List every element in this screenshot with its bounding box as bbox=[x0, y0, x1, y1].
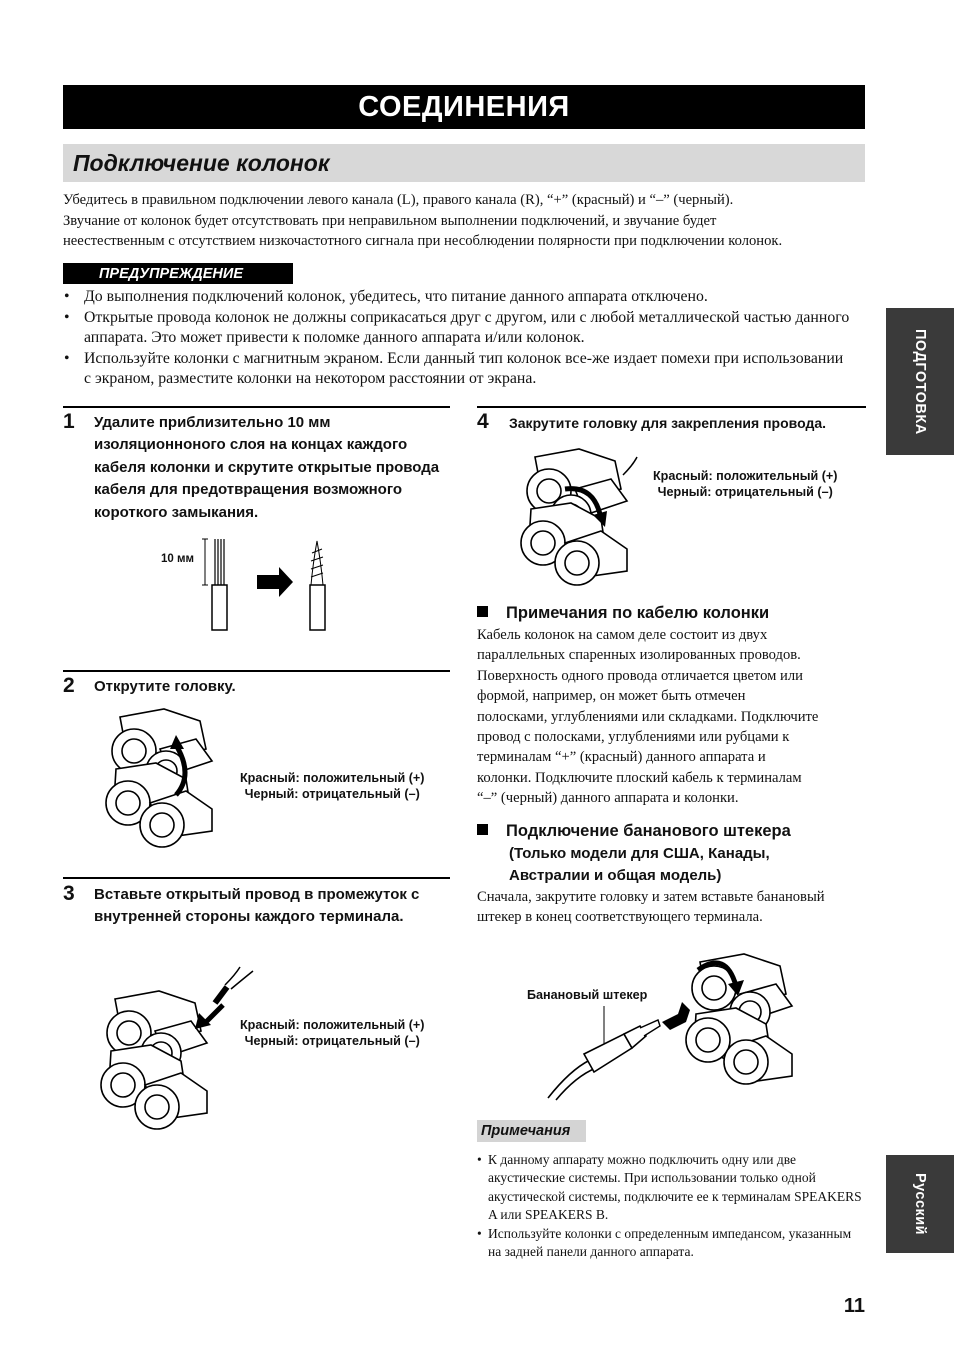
section-title: Подключение колонок bbox=[63, 144, 865, 182]
black-negative-label: Черный: отрицательный (–) bbox=[244, 787, 420, 801]
cable-notes-heading-text: Примечания по кабелю колонки bbox=[506, 604, 770, 622]
banana-plug-illustration bbox=[540, 950, 810, 1100]
body-line: штекер в конец соответствующего терминала. bbox=[477, 909, 763, 926]
step-text: Удалите приблизительно 10 мм изоляционноного слоя на концах каждого кабеля колонки и скрутите открытые провода кабеля для предотвращения возможного короткого замыкания. bbox=[94, 414, 440, 521]
intro-line: неестественным с отсутствием низкочастотного сигнала при несоблюдении полярности при подключении колонок. bbox=[63, 233, 783, 249]
warning-item: • До выполнения подключений колонок, убедитесь, что питание данного аппарата отключено. bbox=[63, 287, 853, 308]
body-line: параллельных спаренных изолированных проводов. bbox=[477, 647, 801, 664]
body-line: Кабель колонок на самом деле состоит из двух bbox=[477, 627, 768, 643]
warning-label: ПРЕДУПРЕЖДЕНИЕ bbox=[63, 263, 293, 284]
polarity-legend bbox=[240, 1017, 424, 1049]
notes-list bbox=[477, 1151, 862, 1261]
red-positive-label: Красный: положительный (+) bbox=[240, 771, 425, 785]
step-number: 3 bbox=[63, 882, 75, 905]
cable-notes-heading bbox=[477, 602, 769, 624]
banana-plug-label: Банановый штекер bbox=[527, 988, 648, 1002]
step-divider bbox=[63, 406, 450, 408]
notes-label: Примечания bbox=[477, 1120, 586, 1142]
side-tab-label: Русский bbox=[912, 1172, 928, 1236]
page-title: СОЕДИНЕНИЯ bbox=[63, 85, 865, 129]
wire-strip-illustration bbox=[195, 535, 335, 635]
intro-line: Звучание от колонок будет отсутствовать при неправильном выполнении подключений, и звучание будет bbox=[63, 212, 717, 229]
body-line: полосками, углублениями или складками. Подключите bbox=[477, 708, 819, 725]
step-divider bbox=[477, 406, 866, 408]
black-negative-label: Черный: отрицательный (–) bbox=[657, 485, 833, 499]
step-text: Открутите головку. bbox=[94, 678, 236, 695]
body-line: Поверхность одного провода отличается цветом или bbox=[477, 667, 803, 684]
strip-length-label: 10 мм bbox=[161, 553, 195, 565]
note-item: • Используйте колонки с определенным импедансом, указанным на задней панели данного аппарата. bbox=[477, 1225, 862, 1262]
body-line: “–” (черный) данного аппарата и колонки. bbox=[477, 790, 739, 807]
banana-heading bbox=[477, 820, 791, 842]
body-line: колонки. Подключите плоский кабель к терминалам bbox=[477, 769, 802, 786]
side-tab-section bbox=[886, 308, 954, 455]
warning-item: • Открытые провода колонок не должны соприкасаться друг с другом, или с любой металлической частью данного аппарата. Это может привести к поломке данного аппарата и/или колонок. bbox=[63, 308, 853, 349]
square-bullet-icon bbox=[477, 606, 488, 617]
step-text: Закрутите головку для закрепления провода. bbox=[509, 415, 827, 431]
step-number: 4 bbox=[477, 410, 489, 433]
warning-item: • Используйте колонки с магнитным экраном. Если данный тип колонок все-же издает помехи при использовании с экраном, разместите колонки на некотором расстоянии от экрана. bbox=[63, 349, 853, 390]
step-divider bbox=[63, 877, 450, 879]
side-tab-language bbox=[886, 1155, 954, 1253]
polarity-legend bbox=[653, 468, 837, 500]
body-line: формой, например, он может быть отмечен bbox=[477, 688, 746, 705]
square-bullet-icon bbox=[477, 824, 488, 835]
terminal-tighten-illustration bbox=[515, 445, 645, 590]
black-negative-label: Черный: отрицательный (–) bbox=[244, 1034, 420, 1048]
terminal-insert-illustration bbox=[95, 965, 265, 1135]
polarity-legend bbox=[240, 770, 424, 802]
intro-paragraph bbox=[63, 190, 863, 252]
body-line: терминалам “+” (красный) данного аппарата и bbox=[477, 749, 766, 766]
page-number: 11 bbox=[843, 1295, 865, 1317]
step-number: 2 bbox=[63, 674, 75, 697]
body-line: Сначала, закрутите головку и затем вставьте банановый bbox=[477, 889, 825, 905]
step-divider bbox=[63, 670, 450, 672]
banana-subheading: (Только модели для США, Канады, Австралии и общая модель) bbox=[509, 845, 770, 884]
step-number: 1 bbox=[63, 410, 75, 433]
terminal-unscrew-illustration bbox=[100, 705, 230, 855]
warning-list bbox=[63, 287, 853, 390]
intro-line: Убедитесь в правильном подключении левого канала (L), правого канала (R), “+” (красный) и “–” (черный). bbox=[63, 192, 734, 208]
step-text: Вставьте открытый провод в промежуток с внутренней стороны каждого терминала. bbox=[94, 886, 420, 926]
side-tab-label: ПОДГОТОВКА bbox=[912, 328, 928, 435]
body-line: провод с полосками, углублениями или рубцами к bbox=[477, 729, 790, 746]
red-positive-label: Красный: положительный (+) bbox=[240, 1018, 425, 1032]
banana-body bbox=[477, 887, 867, 928]
banana-heading-text: Подключение бананового штекера bbox=[506, 822, 791, 840]
note-item: • К данному аппарату можно подключить одну или две акустические системы. При использовании только одной акустической системы, подключите ее к терминалам SPEAKERS A или SPEAKERS B. bbox=[477, 1151, 862, 1225]
red-positive-label: Красный: положительный (+) bbox=[653, 469, 838, 483]
cable-notes-body bbox=[477, 625, 867, 809]
